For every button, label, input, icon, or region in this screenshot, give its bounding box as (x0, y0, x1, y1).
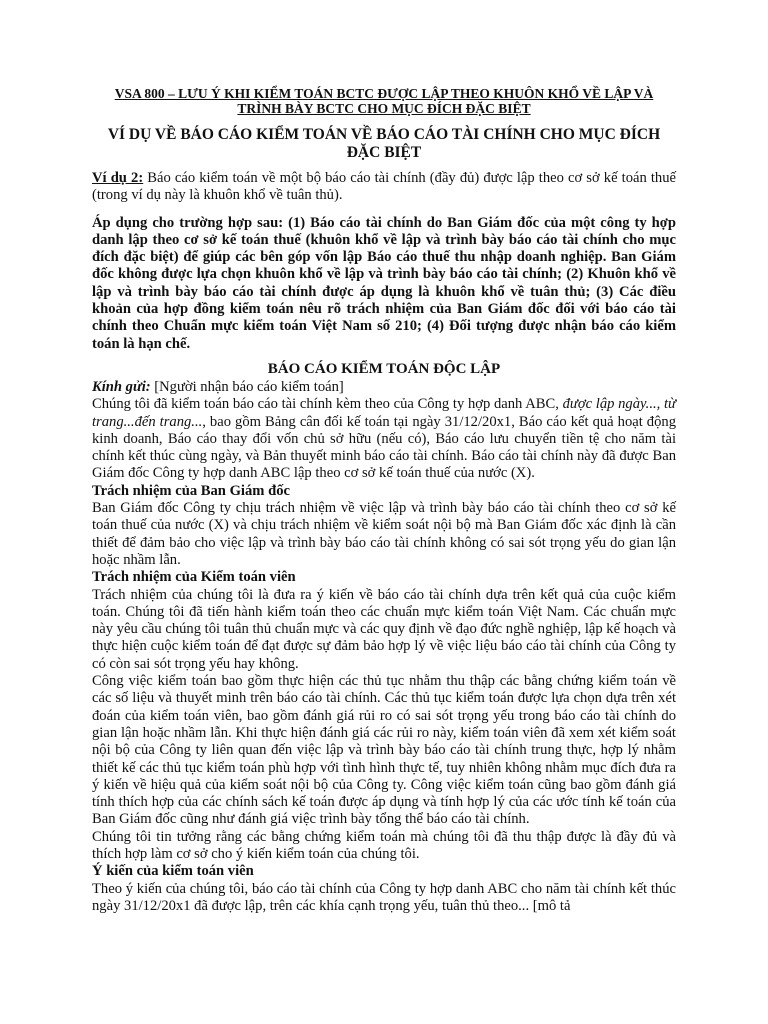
opinion-paragraph: Theo ý kiến của chúng tôi, báo cáo tài chính của Công ty hợp danh ABC cho năm tài chính kết thúc ngày 31/12/20x1 đã được lập, trên các khía cạnh trọng yếu, tuân thủ theo... [mô tả (92, 880, 676, 914)
addressee-line (92, 379, 676, 396)
document-content (92, 86, 676, 915)
auditor-heading: Trách nhiệm của Kiểm toán viên (92, 569, 296, 586)
intro-paragraph (92, 396, 676, 482)
opinion-heading: Ý kiến của kiểm toán viên (92, 863, 254, 880)
example-label: Ví dụ 2: (92, 170, 144, 186)
example-text: Báo cáo kiểm toán về một bộ báo cáo tài chính (đầy đủ) được lập theo cơ sở kế toán thuế (trong ví dụ này là khuôn khổ về tuân thủ). (92, 170, 677, 204)
management-heading: Trách nhiệm của Ban Giám đốc (92, 482, 290, 499)
document-subtitle: VÍ DỤ VỀ BÁO CÁO KIỂM TOÁN VỀ BÁO CÁO TÀI CHÍNH CHO MỤC ĐÍCH ĐẶC BIỆT (107, 126, 661, 161)
auditor-paragraph-2: Công việc kiểm toán bao gồm thực hiện các thủ tục nhằm thu thập các bằng chứng kiểm toán về các số liệu và thuyết minh trên báo cáo tài chính. Các thủ tục kiểm toán được lựa chọn dựa trên xét đoán của kiểm toán viên, bao gồm đánh giá rủi ro có sai sót trọng yếu trong báo cáo tài chính do gian lận hoặc nhầm lẫn. Khi thực hiện đánh giá các rủi ro này, kiểm toán viên đã xem xét kiểm soát nội bộ của Công ty liên quan đến việc lập và trình bày báo cáo tài chính trung thực, hợp lý nhằm thiết kế các thủ tục kiểm toán phù hợp với tình hình thực tế, tuy nhiên không nhằm mục đích đưa ra ý kiến về hiệu quả của kiểm soát nội bộ của Công ty. Công việc kiểm toán cũng bao gồm đánh giá tính thích hợp của các chính sách kế toán được áp dụng và tính hợp lý của các ước tính kế toán của Ban Giám đốc cũng như đánh giá việc trình bày tổng thể báo cáo tài chính. (92, 673, 676, 828)
addressee-value: [Người nhận báo cáo kiểm toán] (150, 378, 344, 395)
applicability-paragraph: Áp dụng cho trường hợp sau: (1) Báo cáo tài chính do Ban Giám đốc của một công ty hợp danh lập theo cơ sở kế toán thuế (khuôn khổ về lập và trình bày báo cáo tài chính cho mục đích đặc biệt) để giúp các bên góp vốn lập Báo cáo thuế thu nhập doanh nghiệp. Ban Giám đốc không được lựa chọn khuôn khổ về lập và trình bày báo cáo tài chính; (2) Khuôn khổ về lập và trình bày báo cáo tài chính được áp dụng là khuôn khổ về tuân thủ; (3) Các điều khoản của hợp đồng kiểm toán nêu rõ trách nhiệm của Ban Giám đốc đối với báo cáo tài chính theo Chuẩn mực kiểm toán Việt Nam số 210; (4) Đối tượng được nhận báo cáo kiểm toán là hạn chế. (92, 214, 676, 352)
example-paragraph (92, 170, 676, 205)
addressee-label: Kính gửi: (92, 378, 151, 395)
document-title: VSA 800 – LƯU Ý KHI KIỂM TOÁN BCTC ĐƯỢC LẬP THEO KHUÔN KHỔ VỀ LẬP VÀ TRÌNH BÀY BCTC CHO MỤC ĐÍCH ĐẶC BIỆT (114, 86, 654, 116)
intro-text-b: , bao gồm Bảng cân đối kế toán tại ngày 31/12/20x1, Báo cáo kết quả hoạt động kinh doanh, Báo cáo thay đổi vốn chủ sở hữu (nếu có), Báo cáo lưu chuyển tiền tệ cho năm tài chính kết thúc cùng ngày, và Bản thuyết minh báo cáo tài chính. Báo cáo tài chính này đã được Ban Giám đốc Công ty hợp danh ABC lập theo cơ sở kế toán thuế của nước (X). (92, 413, 676, 482)
intro-text-italic: được lập ngày..., từ trang...đến trang... (92, 396, 676, 430)
auditor-paragraph-3: Chúng tôi tin tưởng rằng các bằng chứng kiểm toán mà chúng tôi đã thu thập được là đầy đủ và thích hợp làm cơ sở cho ý kiến kiểm toán của chúng tôi. (92, 828, 676, 862)
intro-text-a: Chúng tôi đã kiểm toán báo cáo tài chính kèm theo của Công ty hợp danh ABC, (92, 396, 563, 413)
report-title: BÁO CÁO KIỂM TOÁN ĐỘC LẬP (267, 360, 501, 377)
management-paragraph: Ban Giám đốc Công ty chịu trách nhiệm về việc lập và trình bày báo cáo tài chính theo cơ sở kế toán thuế của nước (X) và chịu trách nhiệm về kiểm soát nội bộ mà Ban Giám đốc xác định là cần thiết để đảm bảo cho việc lập và trình bày báo cáo tài chính không có sai sót trọng yếu do gian lận hoặc nhầm lẫn. (92, 500, 676, 568)
auditor-paragraph-1: Trách nhiệm của chúng tôi là đưa ra ý kiến về báo cáo tài chính dựa trên kết quả của cuộc kiểm toán. Chúng tôi đã tiến hành kiểm toán theo các chuẩn mực kiểm toán Việt Nam. Các chuẩn mực này yêu cầu chúng tôi tuân thủ chuẩn mực và các quy định về đạo đức nghề nghiệp, lập kế hoạch và thực hiện cuộc kiểm toán để đạt được sự đảm bảo hợp lý về việc liệu báo cáo tài chính của Công ty có còn sai sót trọng yếu hay không. (92, 586, 676, 672)
